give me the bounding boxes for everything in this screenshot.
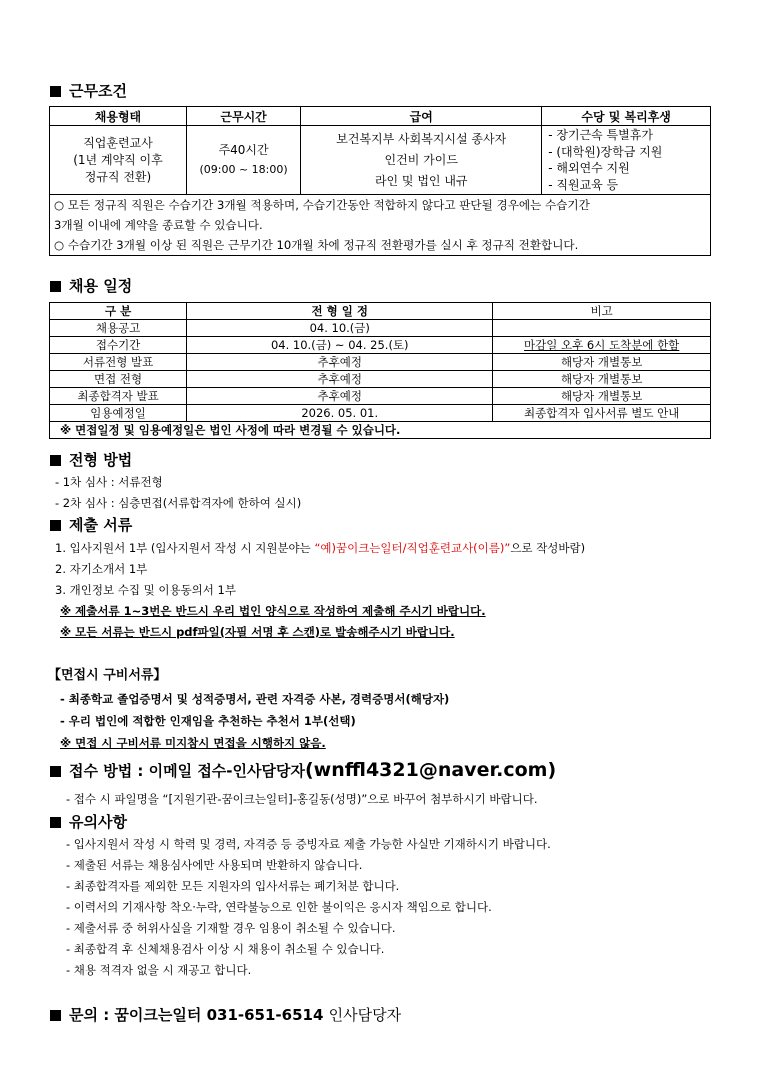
schedule-footnote: ※ 면접일정 및 임용예정일은 법인 사정에 따라 변경될 수 있습니다. [50,422,711,439]
col-header: 수당 및 복리후생 [542,107,711,126]
list-item: - 1차 심사 : 서류전형 [55,475,163,489]
square-bullet-icon [50,1010,61,1021]
list-item: - 제출서류 중 허위사실을 기재할 경우 임용이 취소될 수 있습니다. [66,921,396,935]
docs-note: ※ 모든 서류는 반드시 pdf파일(자필 서명 후 스캔)로 발송해주시기 바랍니다. [60,625,455,639]
table-cell: 최종합격자 입사서류 별도 안내 [493,405,711,422]
section-heading-schedule: 채용 일정 [50,275,132,296]
table-row [50,320,711,337]
email-address: (wnffl4321@naver.com) [304,759,557,781]
section-heading-work: 근무조건 [50,80,127,101]
section-heading-cautions: 유의사항 [50,811,127,832]
table-cell [493,320,711,337]
table-row [50,422,711,439]
note-text: ○ 수습기간 3개월 이상 된 직원은 근무기간 10개월 차에 정규직 전환평가를 실시 후 정규직 전환합니다. [54,238,579,252]
table-cell: 서류전형 발표 [50,354,187,371]
list-item: 2. 자기소개서 1부 [55,562,148,576]
square-bullet-icon [50,520,61,531]
table-cell: 04. 10.(금) ~ 04. 25.(토) [187,337,493,354]
square-bullet-icon [50,281,61,292]
table-cell: 면접 전형 [50,371,187,388]
square-bullet-icon [50,766,61,777]
col-header: 비고 [493,303,711,320]
square-bullet-icon [50,455,61,466]
notes-cell [50,195,711,256]
interview-note: ※ 면접 시 구비서류 미지참시 면접을 시행하지 않음. [60,736,326,750]
table-cell: 접수기간 [50,337,187,354]
hours-cell: 주40시간 (09:00 ~ 18:00) [186,126,300,195]
contact-suffix: 인사담당자 [328,1006,402,1024]
table-cell: 04. 10.(금) [187,320,493,337]
list-item: - 우리 법인에 적합한 인재임을 추천하는 추천서 1부(선택) [60,714,356,728]
table-cell: 2026. 05. 01. [187,405,493,422]
section-heading-apply: 접수 방법 : 이메일 접수-인사담당자(wnffl4321@naver.com) [50,759,556,781]
col-header: 근무시간 [186,107,300,126]
table-row [50,405,711,422]
list-item: - 2차 심사 : 심층면접(서류합격자에 한하여 실시) [55,496,302,510]
col-header: 채용형태 [50,107,187,126]
table-cell: 마감일 오후 6시 도착분에 한함 [493,337,711,354]
section-heading-method: 전형 방법 [50,449,132,470]
square-bullet-icon [50,86,61,97]
table-header-row [50,107,711,126]
docs-note: ※ 제출서류 1~3번은 반드시 우리 법인 양식으로 작성하여 제출해 주시기 바랍니다. [60,604,486,618]
note-text: 3개월 이내에 계약을 종료할 수 있습니다. [54,218,263,232]
table-cell: 해당자 개별통보 [493,371,711,388]
apply-instruction: - 접수 시 파일명을 “[지원기관-꿈이크는일터]-홍길동(성명)”으로 바꾸어 첨부하시기 바랍니다. [66,792,538,806]
table-row [50,337,711,354]
table-cell: 최종합격자 발표 [50,388,187,405]
schedule-table [49,302,711,439]
list-item: - 채용 적격자 없을 시 재공고 합니다. [66,963,252,977]
list-item: - 제출된 서류는 채용심사에만 사용되며 반환하지 않습니다. [66,858,363,872]
table-row [50,195,711,256]
table-cell: 해당자 개별통보 [493,354,711,371]
red-highlight-text: “예)꿈이크는일터/직업훈련교사(이름)” [314,541,511,555]
list-item: - 최종합격자를 제외한 모든 지원자의 입사서류는 폐기처분 합니다. [66,879,400,893]
col-header: 급여 [301,107,542,126]
contact-label: 문의 : 꿈이크는일터 031-651-6514 [69,1006,324,1024]
section-heading-interview: 【면접시 구비서류】 [48,668,167,683]
list-item: 1. 입사지원서 1부 (입사지원서 작성 시 지원분야는 “예)꿈이크는일터/직업훈련교사(이름)”으로 작성바람) [55,541,586,555]
note-text: ○ 모든 정규직 직원은 수습기간 3개월 적용하며, 수습기간동안 적합하지 않다고 판단될 경우에는 수습기간 [54,198,590,212]
employment-type-cell: 직업훈련교사 (1년 계약직 이후 정규직 전환) [50,126,187,195]
col-header: 전 형 일 정 [187,303,493,320]
table-cell: 추후예정 [187,371,493,388]
table-cell: 해당자 개별통보 [493,388,711,405]
table-cell: 임용예정일 [50,405,187,422]
table-cell: 추후예정 [187,354,493,371]
benefits-cell: - 장기근속 특별휴가 - (대학원)장학금 지원 - 해외연수 지원 - 직원교육 등 [542,126,711,195]
list-item: - 최종학교 졸업증명서 및 성적증명서, 관련 자격증 사본, 경력증명서(해당자) [60,692,450,706]
list-item: - 이력서의 기재사항 착오·누락, 연락불능으로 인한 불이익은 응시자 책임으로 합니다. [66,900,492,914]
col-header: 구 분 [50,303,187,320]
table-row [50,371,711,388]
list-item: 3. 개인정보 수집 및 이용동의서 1부 [55,583,236,597]
table-cell: 추후예정 [187,388,493,405]
table-row [50,354,711,371]
table-header-row [50,303,711,320]
contact-line [50,1004,401,1025]
section-heading-docs: 제출 서류 [50,514,132,535]
table-cell: 채용공고 [50,320,187,337]
work-conditions-table [49,106,711,256]
square-bullet-icon [50,817,61,828]
salary-cell: 보건복지부 사회복지시설 종사자 인건비 가이드 라인 및 법인 내규 [301,126,542,195]
table-row [50,126,711,195]
list-item: - 입사지원서 작성 시 학력 및 경력, 자격증 등 증빙자료 제출 가능한 사실만 기재하시기 바랍니다. [66,837,551,851]
list-item: - 최종합격 후 신체채용검사 이상 시 채용이 취소될 수 있습니다. [66,942,385,956]
table-row [50,388,711,405]
